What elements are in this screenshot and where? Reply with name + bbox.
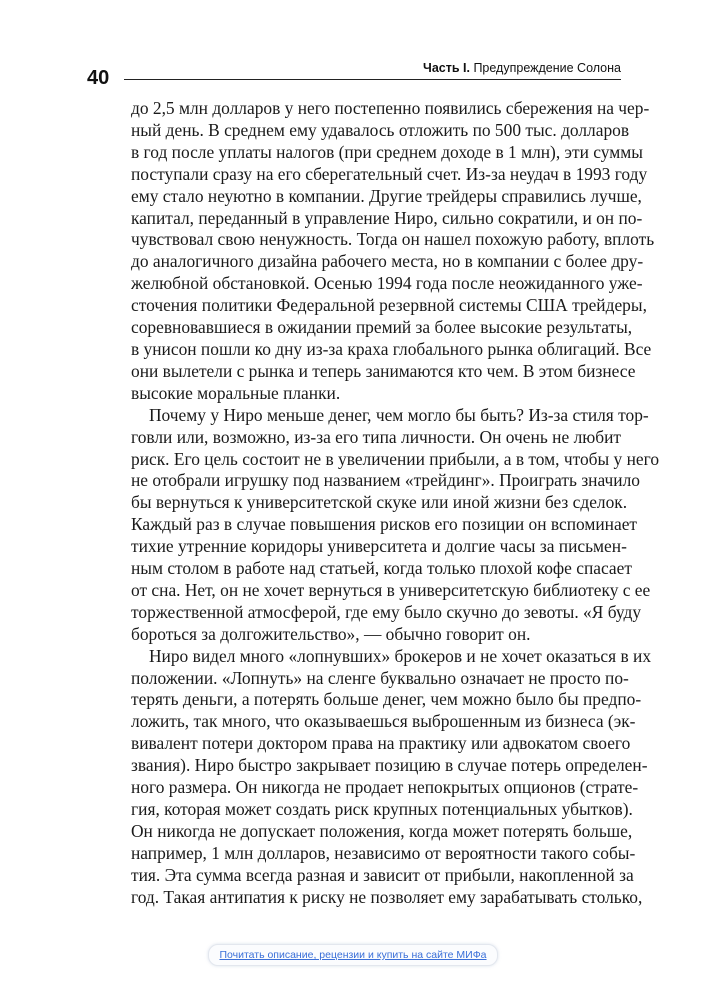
- text-line: в унисон пошли ко дну из-за краха глобального рынка облигаций. Все: [131, 338, 652, 359]
- text-line: чувствовал свою ненужность. Тогда он нашел похожую работу, вплоть: [131, 229, 655, 250]
- text-line: год. Такая антипатия к риску не позволяет ему зарабатывать столько,: [131, 886, 643, 907]
- body-text: [131, 98, 660, 909]
- text-line: ного размера. Он никогда не продает непокрытых опционов (страте-: [131, 777, 639, 798]
- text-line: звания). Ниро быстро закрывает позицию в случае потерь определен-: [131, 755, 648, 776]
- text-line: Ниро видел много «лопнувших» брокеров и не хочет оказаться в их: [149, 645, 652, 666]
- paragraph: [131, 404, 660, 646]
- text-line: Каждый раз в случае повышения рисков его позиции он вспоминает: [131, 514, 638, 535]
- running-head-title: Предупреждение Солона: [473, 61, 621, 75]
- text-line: поступали сразу на его сберегательный счет. Из-за неудач в 1993 году: [131, 163, 648, 184]
- text-line: в год после уплаты налогов (при среднем доходе в 1 млн), эти суммы: [131, 141, 643, 162]
- footer-buy-link[interactable]: Почитать описание, рецензии и купить на сайте МИФа: [208, 944, 498, 966]
- text-line: говли или, возможно, из-за его типа личности. Он очень не любит: [131, 426, 621, 447]
- text-line: соревновавшиеся в ожидании премий за более высокие результаты,: [131, 317, 633, 338]
- text-line: желюбной обстановкой. Осенью 1994 года после неожиданного уже-: [131, 273, 643, 294]
- text-line: они вылетели с рынка и теперь занимаются кто чем. В этом бизнесе: [131, 360, 636, 381]
- text-line: вивалент потери доктором права на практику или адвокатом своего: [131, 733, 631, 754]
- text-line: бороться за долгожительство», — обычно говорит он.: [131, 623, 531, 644]
- header-rule: [124, 79, 621, 80]
- text-line: до 2,5 млн долларов у него постепенно появились сбережения на чер-: [131, 98, 650, 118]
- text-line: до аналогичного дизайна рабочего места, но в компании с более дру-: [131, 251, 644, 272]
- text-line: Он никогда не допускает положения, когда может потерять больше,: [131, 820, 633, 841]
- text-line: бы вернуться к университетской скуке или иной жизни без сделок.: [131, 492, 628, 513]
- text-line: тия. Эта сумма всегда разная и зависит от прибыли, накопленной за: [131, 864, 634, 885]
- text-line: сточения политики Федеральной резервной системы США трейдеры,: [131, 295, 647, 316]
- text-line: терять деньги, а потерять больше денег, чем можно было бы предпо-: [131, 689, 642, 710]
- text-line: Почему у Ниро меньше денег, чем могло бы быть? Из-за стиля тор-: [149, 404, 649, 425]
- text-line: ным столом в работе над статьей, когда только плохой кофе спасает: [131, 558, 632, 579]
- text-line: риск. Его цель состоит не в увеличении прибыли, а в том, чтобы у него: [131, 448, 660, 469]
- text-line: тихие утренние коридоры университета и долгие часы за письмен-: [131, 536, 627, 557]
- page-number: 40: [87, 67, 110, 89]
- text-line: гия, которая может создать риск крупных потенциальных убытков).: [131, 799, 633, 819]
- text-line: положении. «Лопнуть» на сленге буквально означает не просто по-: [131, 667, 629, 688]
- text-line: торжественной атмосферой, где ему было скучно до зевоты. «Я буду: [131, 601, 642, 622]
- text-line: например, 1 млн долларов, независимо от вероятности такого собы-: [131, 842, 636, 863]
- text-line: ему стало неуютно в компании. Другие трейдеры справились лучше,: [131, 185, 642, 206]
- text-line: ложить, так много, что оказываешься выброшенным из бизнеса (эк-: [131, 711, 636, 732]
- text-line: высокие моральные планки.: [131, 382, 341, 403]
- text-line: не отобрали игрушку под названием «трейдинг». Проиграть значило: [131, 470, 640, 491]
- text-line: от сна. Нет, он не хочет вернуться в университетскую библиотеку с ее: [131, 579, 651, 600]
- text-line: ный день. В среднем ему удавалось отложить по 500 тыс. долларов: [131, 119, 630, 140]
- running-head-part: Часть I.: [423, 61, 470, 75]
- text-line: капитал, переданный в управление Ниро, сильно сократили, и он по-: [131, 207, 643, 228]
- paragraph: [131, 645, 652, 909]
- paragraph: [131, 98, 655, 405]
- running-head: [423, 60, 621, 76]
